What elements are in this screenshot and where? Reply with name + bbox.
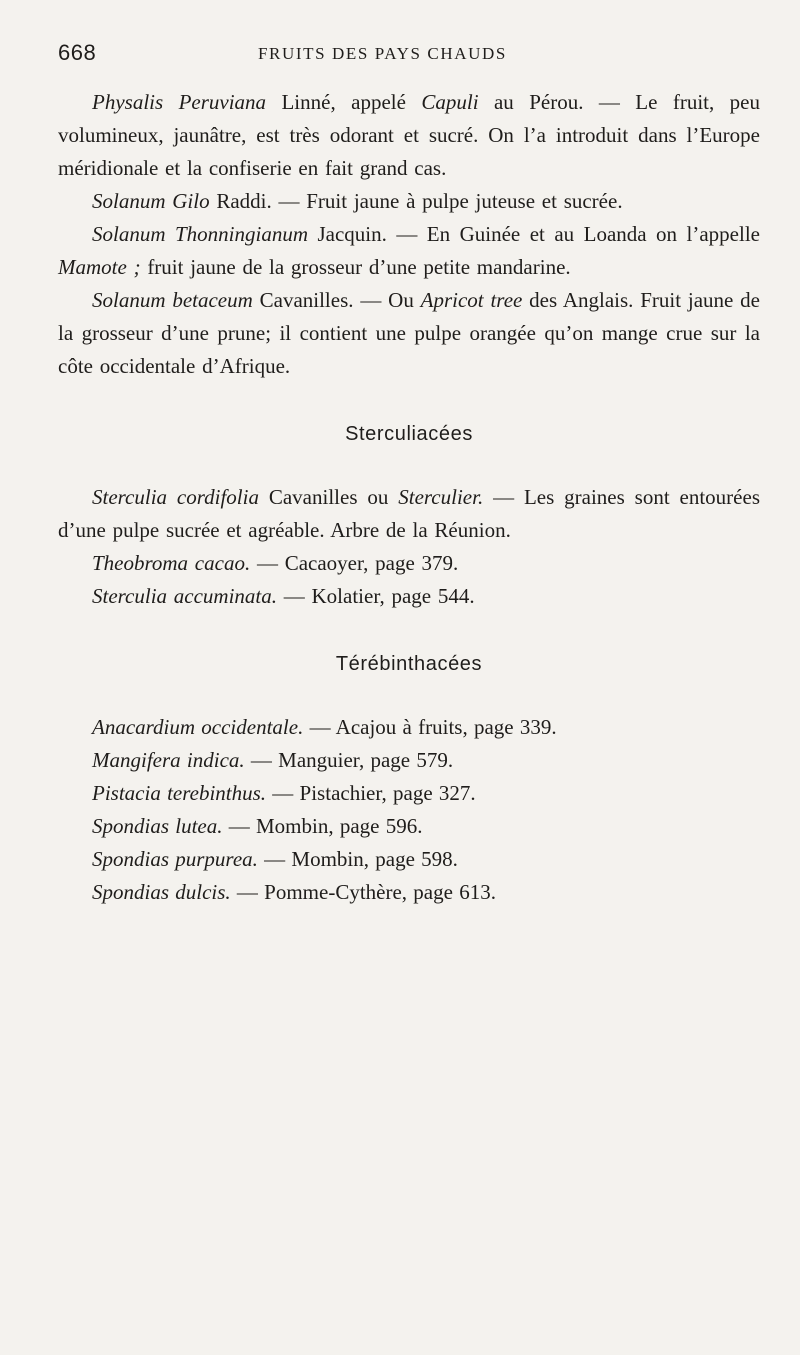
entry-text: — Les graines sont entourées d’une pulpe sucrée et agréable. Arbre de la Réunion. — [58, 485, 760, 542]
running-head — [58, 40, 760, 86]
species-name: Mangifera indica. — [92, 748, 245, 772]
section-title-sterculiacees: Sterculiacées — [345, 423, 473, 445]
species-name: Solanum Thonningianum — [92, 222, 308, 246]
entry-theobroma-cacao — [58, 547, 760, 580]
entry-text: fruit jaune de la grosseur d’une petite mandarine. — [140, 255, 571, 279]
entry-text: — Pistachier, page 327. — [266, 781, 476, 805]
entry-text: — Mombin, page 596. — [222, 814, 423, 838]
vernacular-name: Apricot tree — [420, 288, 523, 312]
entry-spondias-dulcis — [58, 876, 760, 909]
vernacular-name: Capuli — [421, 90, 479, 114]
section-title-terebinthacees: Térébinthacées — [335, 653, 483, 675]
species-name: Spondias lutea. — [92, 814, 223, 838]
species-name: Solanum Gilo — [92, 189, 210, 213]
entry-text: Linné, appelé — [266, 90, 422, 114]
entry-physalis — [58, 86, 760, 185]
entry-text: — Kolatier, page 544. — [277, 584, 475, 608]
species-name: Pistacia terebinthus. — [92, 781, 267, 805]
species-name: Sterculia accuminata. — [92, 584, 278, 608]
entry-anacardium — [58, 711, 760, 744]
entry-text: Cavanilles ou — [258, 485, 399, 509]
entry-text: — Cacaoyer, page 379. — [250, 551, 459, 575]
entry-solanum-thonningianum — [58, 218, 760, 284]
entry-sterculia-accuminata — [58, 580, 760, 613]
species-name: Sterculia cordifolia — [92, 485, 259, 509]
species-name: Solanum betaceum — [92, 288, 253, 312]
entry-solanum-betaceum — [58, 284, 760, 383]
entry-spondias-lutea — [58, 810, 760, 843]
entry-text: — Acajou à fruits, page 339. — [303, 715, 557, 739]
species-name: Physalis Peruviana — [92, 90, 267, 114]
entry-sterculia-cordifolia — [58, 481, 760, 547]
entry-mangifera — [58, 744, 760, 777]
species-name: Spondias dulcis. — [92, 880, 231, 904]
entry-text: — Pomme-Cythère, page 613. — [230, 880, 496, 904]
entry-text: Raddi. — Fruit jaune à pulpe juteuse et sucrée. — [209, 189, 623, 213]
entry-text: — Manguier, page 579. — [244, 748, 454, 772]
book-page — [0, 40, 800, 1355]
species-name: Theobroma cacao. — [92, 551, 251, 575]
page-number: 668 — [58, 40, 97, 65]
entry-text: des Anglais. Fruit jaune de la grosseur d’une prune; il contient une pulpe orangée qu’on mange crue sur la côte occidentale d’Afrique. — [58, 288, 761, 378]
entry-text: — Mombin, page 598. — [257, 847, 458, 871]
vernacular-name: Sterculier. — [398, 485, 484, 509]
entry-spondias-purpurea — [58, 843, 760, 876]
species-name: Anacardium occidentale. — [92, 715, 304, 739]
entry-text: Cavanilles. — Ou — [252, 288, 421, 312]
entry-pistacia — [58, 777, 760, 810]
species-name: Spondias purpurea. — [92, 847, 258, 871]
entry-text: Jacquin. — En Guinée et au Loanda on l’appelle — [307, 222, 760, 246]
entry-text: au Pérou. — Le fruit, peu volumineux, jaunâtre, est très odorant et sucré. On l’a introduit dans l’Europe méridionale et la confiserie en fait grand cas. — [58, 90, 760, 180]
running-title: FRUITS DES PAYS CHAUDS — [258, 44, 507, 63]
entry-solanum-gilo — [58, 185, 760, 218]
vernacular-name: Mamote ; — [58, 255, 141, 279]
